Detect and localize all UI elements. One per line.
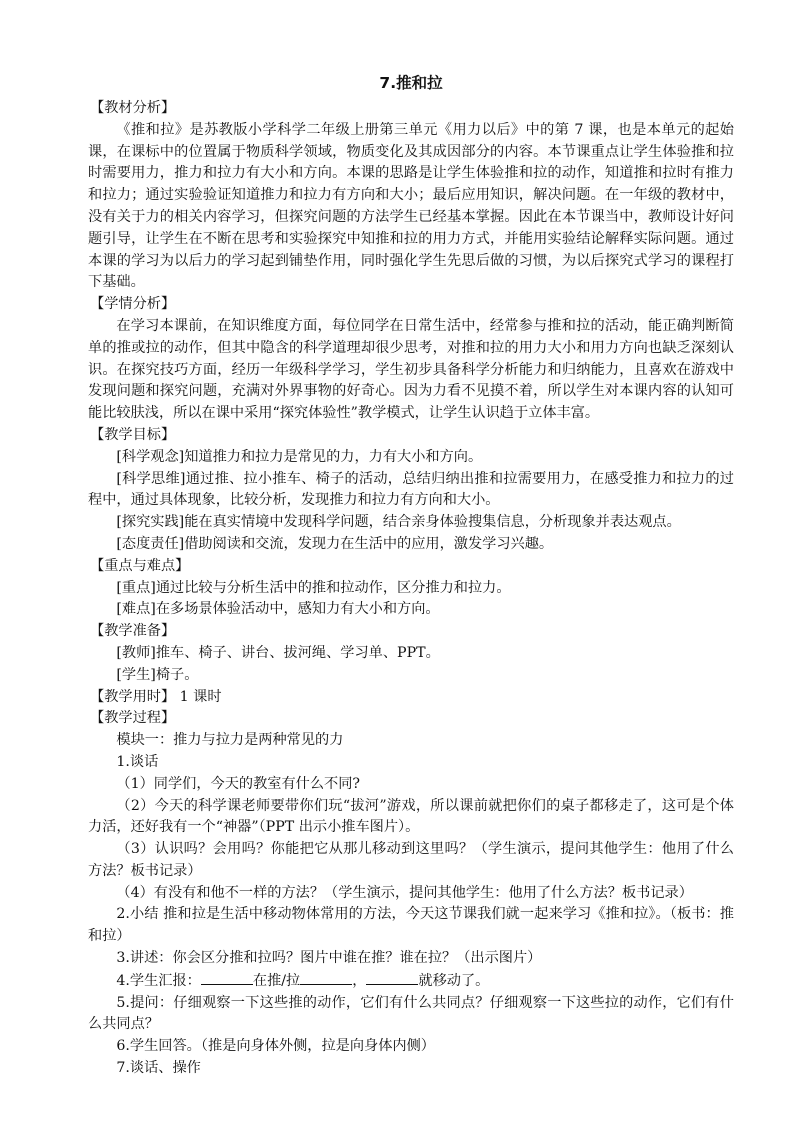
process-question: （4）有没有和他不一样的方法？（学生演示，提问其他学生：他用了什么方法？板书记录） — [116, 884, 693, 901]
process-step: 5.提问：仔细观察一下这些推的动作，它们有什么共同点？仔细观察一下这些拉的动作，它们有什么共同点？ — [88, 994, 734, 1033]
section-heading-preparation: 【教学准备】 — [90, 623, 176, 640]
document-page — [88, 72, 734, 1080]
fill-in-blank — [366, 970, 418, 985]
process-question: （1）同学们，今天的教室有什么不同? — [116, 775, 361, 792]
fill-in-suffix: 就移动了。 — [418, 972, 490, 989]
section-heading-key-points: 【重点与难点】 — [90, 557, 190, 574]
process-question: （3）认识吗？会用吗？你能把它从那儿移动到这里吗？（学生演示，提问其他学生：他用了什么方法？板书记录） — [88, 841, 734, 879]
section-heading-teaching-goals: 【教学目标】 — [90, 426, 176, 443]
preparation-item: [教师]推车、椅子、讲台、拔河绳、学习单、PPT。 — [116, 644, 440, 661]
process-step: 7.谈话、操作 — [116, 1060, 201, 1077]
section-heading-teaching-time: 【教学用时】 1 课时 — [90, 688, 222, 705]
goal-item: [探究实践]能在真实情境中发现科学问题，结合亲身体验搜集信息，分析现象并表达观点。 — [116, 514, 681, 531]
page-title: 7.推和拉 — [379, 74, 443, 92]
goal-item: [态度责任]借助阅读和交流，发现力在生活中的应用，激发学习兴趣。 — [116, 535, 554, 552]
key-point-item: [难点]在多场景体验活动中，感知力有大小和方向。 — [116, 601, 440, 618]
fill-in-blank — [201, 970, 253, 985]
module-title: 模块一：推力与拉力是两种常见的力 — [116, 732, 344, 749]
goal-item: [科学观念]知道推力和拉力是常见的力，力有大小和方向。 — [116, 448, 483, 465]
process-step: 6.学生回答。（推是向身体外侧，拉是向身体内侧） — [116, 1038, 435, 1055]
section-heading-learner-analysis: 【学情分析】 — [90, 296, 176, 313]
fill-in-middle: 在推/拉 — [252, 972, 301, 989]
process-question: （2）今天的科学课老师要带你们玩“拔河”游戏，所以课前就把你们的桌子都移走了，这可是个体力活，还好我有一个“神器”（PPT 出示小推车图片）。 — [88, 797, 734, 836]
fill-in-blank — [300, 970, 352, 985]
textbook-analysis-paragraph: 《推和拉》是苏教版小学科学二年级上册第三单元《用力以后》中的第 7 课，也是本单元的起始课，在课标中的位置属于物质科学领域，物质变化及其成因部分的内容。本节课重点让学生体验推和拉时需要用力，推力和拉力有大小和方向。本课的思路是让学生体验推和拉的动作，知道推和拉时有推力和拉力；通过实验验证知道推力和拉力有方向和大小；最后应用知识，解决问题。在一年级的教材中，没有关于力的相关内容学习，但探究问题的方法学生已经基本掌握。因此在本节课当中，教师设计好问题引导，让学生在不断在思考和实验探究中知推和拉的用力方式，并能用实验结论解释实际问题。通过本课的学习为以后力的学习起到铺垫作用，同时强化学生先思后做的习惯，为以后探究式学习的课程打下基础。 — [88, 121, 734, 291]
section-heading-teaching-process: 【教学过程】 — [90, 710, 176, 727]
key-point-item: [重点]通过比较与分析生活中的推和拉动作，区分推力和拉力。 — [116, 579, 511, 596]
process-step: 1.谈话 — [116, 753, 159, 770]
process-step-fill-in — [88, 970, 734, 993]
process-step: 2.小结 推和拉是生活中移动物体常用的方法，今天这节课我们就一起来学习《推和拉》。（板书：推和拉） — [88, 906, 734, 945]
fill-in-prefix: 4.学生汇报： — [116, 972, 201, 989]
learner-analysis-paragraph: 在学习本课前，在知识维度方面，每位同学在日常生活中，经常参与推和拉的活动，能正确判断简单的推或拉的动作，但其中隐含的科学道理却很少思考，对推和拉的用力大小和用力方向也缺乏深刻认识。在探究技巧方面，经历一年级科学学习，学生初步具备科学分析能力和归纳能力，且喜欢在游戏中发现问题和探究问题，充满对外界事物的好奇心。因为力看不见摸不着，所以学生对本课内容的认知可能比较肤浅，所以在课中采用“探究体验性”教学模式，让学生认识趋于立体丰富。 — [88, 317, 734, 422]
preparation-item: [学生]椅子。 — [116, 666, 199, 683]
section-heading-textbook-analysis: 【教材分析】 — [90, 100, 176, 116]
goal-item: [科学思维]通过推、拉小推车、椅子的活动，总结归纳出推和拉需要用力，在感受推力和拉力的过程中，通过具体现象，比较分析，发现推力和拉力有方向和大小。 — [88, 470, 734, 509]
process-step: 3.讲述：你会区分推和拉吗？图片中谁在推？谁在拉？（出示图片） — [116, 950, 542, 967]
fill-in-comma: ， — [352, 972, 367, 989]
